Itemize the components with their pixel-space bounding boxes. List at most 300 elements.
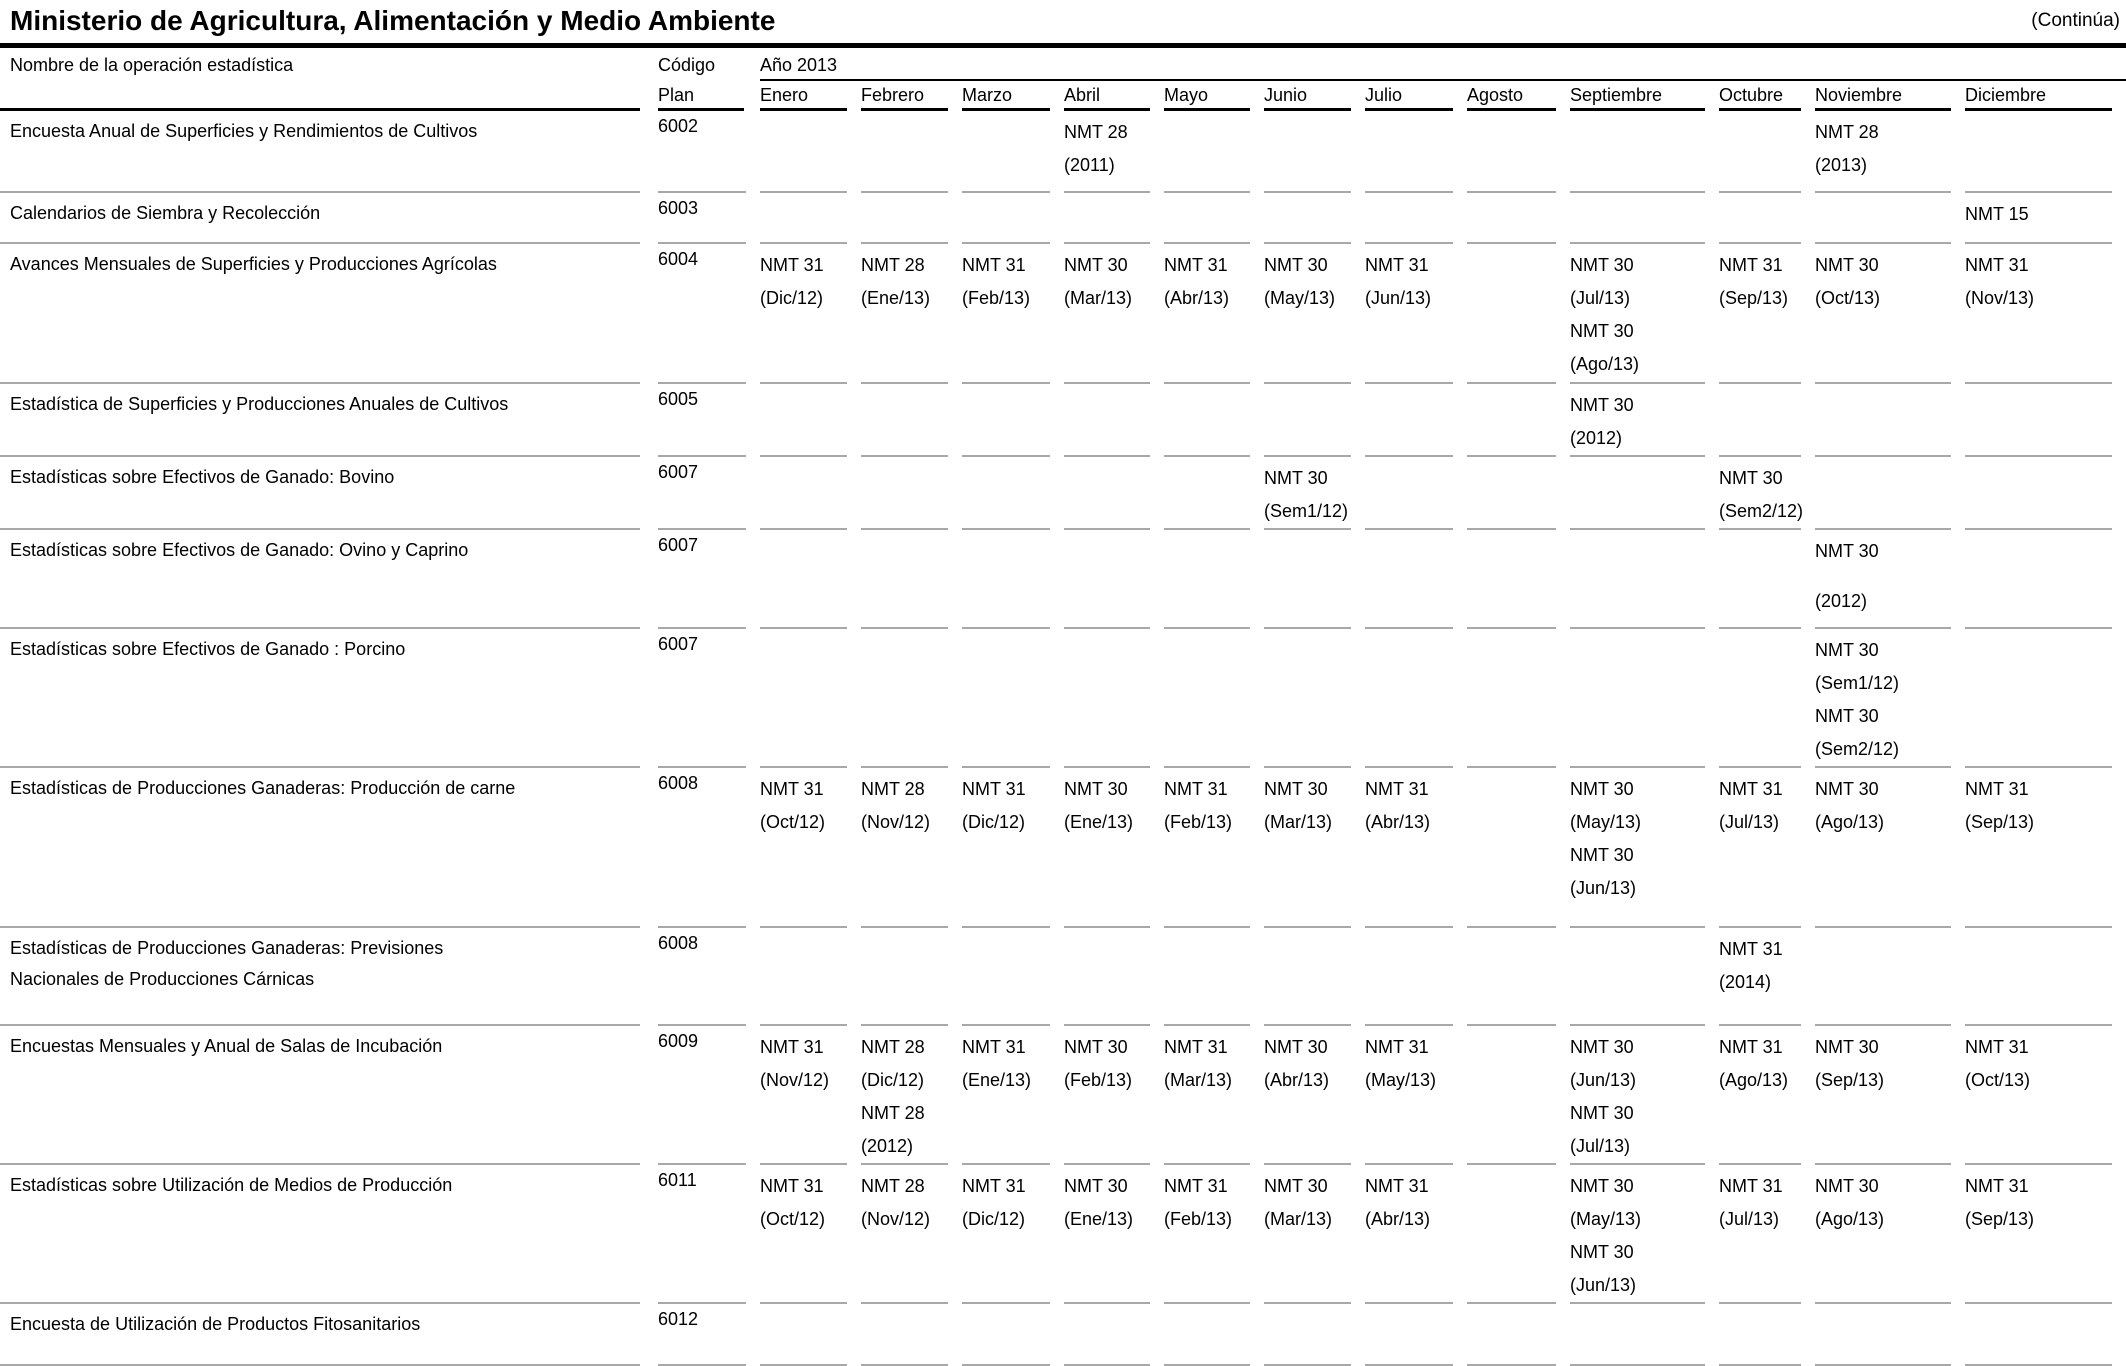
cell-junio <box>1264 1304 1351 1366</box>
cell-octubre <box>1719 629 1801 768</box>
cell-mayo <box>1164 193 1250 244</box>
cell-diciembre <box>1965 768 2112 928</box>
cell-line: NMT 30 <box>1570 1103 1634 1123</box>
cell-line <box>1815 568 1951 585</box>
cell-noviembre <box>1815 1165 1951 1304</box>
table-row <box>0 768 2126 928</box>
cell-line: (Jun/13) <box>1570 878 1637 898</box>
cell-mayo <box>1164 244 1250 384</box>
cell-junio <box>1264 111 1351 193</box>
cell-enero <box>760 629 847 768</box>
month-header-febrero: Febrero <box>861 81 948 111</box>
cell-noviembre <box>1815 244 1951 384</box>
cell-line: NMT 31 <box>1719 939 1783 959</box>
cell-line: NMT 31 <box>1965 1037 2029 1057</box>
cell-enero <box>760 193 847 244</box>
cell-octubre <box>1719 193 1801 244</box>
cell-septiembre <box>1570 111 1705 193</box>
cell-line: (Nov/12) <box>861 1209 931 1229</box>
month-header-julio: Julio <box>1365 81 1453 111</box>
cell-febrero <box>861 768 948 928</box>
cell-diciembre <box>1965 1165 2112 1304</box>
plan-code: 6012 <box>658 1304 746 1366</box>
cell-line: NMT 30 <box>1264 468 1328 488</box>
column-header-codigo: Código <box>658 55 716 75</box>
cell-mayo <box>1164 629 1250 768</box>
cell-abril <box>1064 457 1150 530</box>
cell-agosto <box>1467 384 1556 457</box>
cell-line: NMT 31 <box>760 1176 824 1196</box>
cell-line: (Sep/13) <box>1965 1209 2035 1229</box>
cell-line: (Dic/12) <box>962 812 1026 832</box>
column-header-year: Año 2013 <box>760 48 2126 81</box>
cell-febrero <box>861 928 948 1026</box>
cell-line: (Ene/13) <box>861 288 931 308</box>
cell-line: NMT 31 <box>1365 1176 1429 1196</box>
cell-line: (Feb/13) <box>1064 1070 1133 1090</box>
cell-line: (Jun/13) <box>1365 288 1432 308</box>
cell-febrero <box>861 457 948 530</box>
cell-junio <box>1264 244 1351 384</box>
operation-name: Avances Mensuales de Superficies y Producciones Agrícolas <box>0 244 640 384</box>
table-row <box>0 193 2126 244</box>
table-row <box>0 1304 2126 1366</box>
plan-code: 6011 <box>658 1165 746 1304</box>
cell-mayo <box>1164 1165 1250 1304</box>
cell-septiembre <box>1570 244 1705 384</box>
cell-noviembre <box>1815 530 1951 629</box>
cell-mayo <box>1164 457 1250 530</box>
cell-diciembre <box>1965 530 2112 629</box>
cell-julio <box>1365 111 1453 193</box>
month-header-septiembre: Septiembre <box>1570 81 1705 111</box>
page-title: Ministerio de Agricultura, Alimentación y Medio Ambiente <box>10 5 776 36</box>
plan-code: 6007 <box>658 457 746 530</box>
cell-line: NMT 30 <box>1815 640 1879 660</box>
operation-name: Calendarios de Siembra y Recolección <box>0 193 640 244</box>
cell-septiembre <box>1570 1026 1705 1165</box>
month-header-diciembre: Diciembre <box>1965 81 2112 111</box>
cell-line: (2014) <box>1719 972 1772 992</box>
month-header-marzo: Marzo <box>962 81 1050 111</box>
continuation-note: (Continúa) <box>2031 10 2120 31</box>
cell-febrero <box>861 244 948 384</box>
cell-marzo <box>962 530 1050 629</box>
cell-line: (Feb/13) <box>1164 1209 1233 1229</box>
table-row <box>0 1165 2126 1304</box>
cell-septiembre <box>1570 768 1705 928</box>
cell-line: NMT 30 <box>1064 1037 1128 1057</box>
cell-septiembre <box>1570 629 1705 768</box>
cell-line: (Oct/13) <box>1965 1070 2031 1090</box>
cell-mayo <box>1164 1304 1250 1366</box>
cell-septiembre <box>1570 1304 1705 1366</box>
cell-noviembre <box>1815 193 1951 244</box>
cell-line: NMT 31 <box>962 1176 1026 1196</box>
cell-line: NMT 30 <box>1815 541 1879 561</box>
table-row <box>0 629 2126 768</box>
cell-junio <box>1264 1165 1351 1304</box>
cell-enero <box>760 768 847 928</box>
cell-abril <box>1064 530 1150 629</box>
cell-line: (Oct/13) <box>1815 288 1881 308</box>
cell-mayo <box>1164 1026 1250 1165</box>
cell-julio <box>1365 193 1453 244</box>
cell-line: NMT 31 <box>1365 1037 1429 1057</box>
operation-name: Estadística de Superficies y Producciones Anuales de Cultivos <box>0 384 640 457</box>
cell-line: (Sep/13) <box>1965 812 2035 832</box>
cell-line: (Mar/13) <box>1264 812 1333 832</box>
month-header-junio: Junio <box>1264 81 1351 111</box>
operation-name: Encuesta de Utilización de Productos Fitosanitarios <box>0 1304 640 1366</box>
cell-line: NMT 28 <box>1064 122 1128 142</box>
cell-line: NMT 30 <box>1064 1176 1128 1196</box>
cell-line: (Nov/13) <box>1965 288 2035 308</box>
cell-line: (Ago/13) <box>1815 812 1885 832</box>
cell-line: NMT 31 <box>1164 779 1228 799</box>
cell-line: NMT 28 <box>1815 122 1879 142</box>
cell-line: NMT 30 <box>1815 1037 1879 1057</box>
cell-line: (Sem2/12) <box>1815 739 1900 759</box>
cell-line: NMT 30 <box>1570 779 1634 799</box>
cell-septiembre <box>1570 457 1705 530</box>
cell-octubre <box>1719 768 1801 928</box>
cell-enero <box>760 1026 847 1165</box>
cell-junio <box>1264 384 1351 457</box>
cell-junio <box>1264 1026 1351 1165</box>
cell-junio <box>1264 928 1351 1026</box>
column-header-plan: Plan <box>658 81 744 111</box>
cell-octubre <box>1719 1165 1801 1304</box>
cell-octubre <box>1719 457 1804 530</box>
cell-line: NMT 30 <box>1570 1242 1634 1262</box>
cell-line: NMT 28 <box>861 1037 925 1057</box>
cell-line: (Dic/12) <box>861 1070 925 1090</box>
cell-marzo <box>962 629 1050 768</box>
cell-line: NMT 31 <box>1719 255 1783 275</box>
cell-noviembre <box>1815 629 1951 768</box>
cell-agosto <box>1467 928 1556 1026</box>
table-header <box>0 48 2126 111</box>
cell-line: (2012) <box>861 1136 914 1156</box>
cell-noviembre <box>1815 457 1951 530</box>
cell-agosto <box>1467 530 1556 629</box>
cell-line: NMT 30 <box>1570 255 1634 275</box>
cell-line: NMT 30 <box>1264 255 1328 275</box>
cell-line: (Sep/13) <box>1719 288 1789 308</box>
table-row <box>0 244 2126 384</box>
cell-line: NMT 31 <box>1164 1176 1228 1196</box>
cell-line: NMT 30 <box>1570 845 1634 865</box>
operation-name: Encuesta Anual de Superficies y Rendimientos de Cultivos <box>0 111 640 193</box>
cell-enero <box>760 111 847 193</box>
month-header-agosto: Agosto <box>1467 81 1556 111</box>
document-header <box>0 0 2126 48</box>
cell-line: NMT 28 <box>861 255 925 275</box>
operation-name: Estadísticas sobre Utilización de Medios de Producción <box>0 1165 640 1304</box>
cell-line: (Jun/13) <box>1570 1275 1637 1295</box>
month-header-abril: Abril <box>1064 81 1150 111</box>
cell-line: NMT 30 <box>1570 1037 1634 1057</box>
cell-line: (Feb/13) <box>1164 812 1233 832</box>
cell-agosto <box>1467 111 1556 193</box>
cell-line: NMT 30 <box>1719 468 1783 488</box>
cell-line: (Dic/12) <box>962 1209 1026 1229</box>
cell-marzo <box>962 1165 1050 1304</box>
column-header-operation-name: Nombre de la operación estadística <box>0 48 640 111</box>
cell-julio <box>1365 457 1453 530</box>
month-header-mayo: Mayo <box>1164 81 1250 111</box>
cell-mayo <box>1164 530 1250 629</box>
cell-line: NMT 31 <box>962 779 1026 799</box>
cell-line: NMT 31 <box>1965 1176 2029 1196</box>
cell-line: NMT 30 <box>1264 779 1328 799</box>
cell-line: NMT 31 <box>1965 779 2029 799</box>
cell-noviembre <box>1815 768 1951 928</box>
cell-line: (Ene/13) <box>1064 812 1134 832</box>
table-row <box>0 111 2126 193</box>
cell-agosto <box>1467 629 1556 768</box>
cell-line: (May/13) <box>1264 288 1336 308</box>
cell-line: NMT 30 <box>1064 779 1128 799</box>
cell-noviembre <box>1815 1304 1951 1366</box>
cell-diciembre <box>1965 457 2112 530</box>
cell-julio <box>1365 1165 1453 1304</box>
cell-abril <box>1064 1304 1150 1366</box>
table-row <box>0 928 2126 1026</box>
cell-line: NMT 30 <box>1064 255 1128 275</box>
cell-line: NMT 31 <box>1365 255 1429 275</box>
cell-line: NMT 30 <box>1264 1037 1328 1057</box>
cell-line: (Sem1/12) <box>1264 501 1349 521</box>
cell-octubre <box>1719 928 1801 1026</box>
cell-line: NMT 31 <box>760 255 824 275</box>
cell-line: (Nov/12) <box>760 1070 830 1090</box>
cell-line: NMT 28 <box>861 1176 925 1196</box>
cell-enero <box>760 530 847 629</box>
cell-julio <box>1365 768 1453 928</box>
cell-line: (Jul/13) <box>1719 812 1780 832</box>
cell-line: (2011) <box>1064 155 1115 175</box>
cell-marzo <box>962 768 1050 928</box>
table-row <box>0 457 2126 530</box>
cell-octubre <box>1719 1026 1801 1165</box>
cell-febrero <box>861 1026 948 1165</box>
cell-line: (Abr/13) <box>1264 1070 1330 1090</box>
cell-line: (Abr/13) <box>1164 288 1230 308</box>
cell-line: (Ago/13) <box>1815 1209 1885 1229</box>
cell-line: (2012) <box>1815 591 1868 611</box>
month-header-enero: Enero <box>760 81 847 111</box>
cell-agosto <box>1467 244 1556 384</box>
cell-line: NMT 31 <box>760 779 824 799</box>
cell-julio <box>1365 384 1453 457</box>
cell-line: (Ago/13) <box>1719 1070 1789 1090</box>
cell-julio <box>1365 1304 1453 1366</box>
cell-line: NMT 31 <box>1164 1037 1228 1057</box>
cell-line: (Sem2/12) <box>1719 501 1804 521</box>
cell-octubre <box>1719 1304 1801 1366</box>
plan-code: 6004 <box>658 244 746 384</box>
cell-junio <box>1264 457 1351 530</box>
cell-line: (Oct/12) <box>760 1209 826 1229</box>
cell-febrero <box>861 193 948 244</box>
operation-name: Estadísticas de Producciones Ganaderas: Previsiones Nacionales de Producciones Cárnicas <box>0 928 640 1026</box>
month-header-noviembre: Noviembre <box>1815 81 1951 111</box>
cell-line: (May/13) <box>1365 1070 1437 1090</box>
cell-enero <box>760 244 847 384</box>
cell-marzo <box>962 1026 1050 1165</box>
cell-octubre <box>1719 111 1801 193</box>
plan-code: 6009 <box>658 1026 746 1165</box>
cell-line: NMT 31 <box>962 255 1026 275</box>
cell-septiembre <box>1570 1165 1705 1304</box>
cell-line: (May/13) <box>1570 812 1642 832</box>
cell-marzo <box>962 1304 1050 1366</box>
cell-marzo <box>962 193 1050 244</box>
cell-febrero <box>861 530 948 629</box>
plan-code: 6002 <box>658 111 746 193</box>
cell-diciembre <box>1965 244 2112 384</box>
operation-name: Encuestas Mensuales y Anual de Salas de Incubación <box>0 1026 640 1165</box>
cell-julio <box>1365 629 1453 768</box>
cell-marzo <box>962 384 1050 457</box>
cell-abril <box>1064 384 1150 457</box>
cell-line: NMT 31 <box>1719 1037 1783 1057</box>
plan-code: 6003 <box>658 193 746 244</box>
cell-line: NMT 15 <box>1965 204 2029 224</box>
cell-enero <box>760 457 847 530</box>
plan-code: 6005 <box>658 384 746 457</box>
cell-noviembre <box>1815 928 1951 1026</box>
cell-line: (Mar/13) <box>1164 1070 1233 1090</box>
plan-code: 6008 <box>658 768 746 928</box>
cell-line: NMT 30 <box>1815 706 1879 726</box>
cell-line: NMT 31 <box>1365 779 1429 799</box>
cell-diciembre <box>1965 384 2112 457</box>
cell-line: (Oct/12) <box>760 812 826 832</box>
cell-julio <box>1365 928 1453 1026</box>
cell-line: NMT 31 <box>1719 779 1783 799</box>
table-rows <box>0 111 2126 1366</box>
cell-line: (2013) <box>1815 155 1868 175</box>
plan-code: 6007 <box>658 629 746 768</box>
cell-febrero <box>861 1165 948 1304</box>
cell-septiembre <box>1570 193 1705 244</box>
cell-line: (Abr/13) <box>1365 812 1431 832</box>
month-header-octubre: Octubre <box>1719 81 1801 111</box>
cell-junio <box>1264 768 1351 928</box>
cell-marzo <box>962 928 1050 1026</box>
cell-line: NMT 30 <box>1815 255 1879 275</box>
table-row <box>0 384 2126 457</box>
cell-line: (Abr/13) <box>1365 1209 1431 1229</box>
cell-noviembre <box>1815 111 1951 193</box>
cell-line: (Sep/13) <box>1815 1070 1885 1090</box>
cell-junio <box>1264 193 1351 244</box>
cell-agosto <box>1467 457 1556 530</box>
cell-noviembre <box>1815 384 1951 457</box>
cell-marzo <box>962 457 1050 530</box>
cell-line: (Jul/13) <box>1719 1209 1780 1229</box>
cell-enero <box>760 384 847 457</box>
cell-agosto <box>1467 768 1556 928</box>
cell-line: (Jun/13) <box>1570 1070 1637 1090</box>
cell-abril <box>1064 111 1150 193</box>
cell-line: (Feb/13) <box>962 288 1031 308</box>
cell-octubre <box>1719 244 1801 384</box>
cell-line: NMT 31 <box>760 1037 824 1057</box>
cell-septiembre <box>1570 530 1705 629</box>
cell-line: NMT 31 <box>1164 255 1228 275</box>
cell-julio <box>1365 1026 1453 1165</box>
cell-mayo <box>1164 111 1250 193</box>
cell-line: (Mar/13) <box>1264 1209 1333 1229</box>
cell-octubre <box>1719 384 1801 457</box>
cell-noviembre <box>1815 1026 1951 1165</box>
cell-line: (Ene/13) <box>1064 1209 1134 1229</box>
cell-abril <box>1064 1165 1150 1304</box>
cell-abril <box>1064 193 1150 244</box>
cell-line: (May/13) <box>1570 1209 1642 1229</box>
table-row <box>0 530 2126 629</box>
cell-diciembre <box>1965 111 2112 193</box>
cell-enero <box>760 1304 847 1366</box>
cell-diciembre <box>1965 1304 2112 1366</box>
cell-abril <box>1064 1026 1150 1165</box>
cell-septiembre <box>1570 928 1705 1026</box>
cell-agosto <box>1467 193 1556 244</box>
operation-name: Estadísticas sobre Efectivos de Ganado: Ovino y Caprino <box>0 530 640 629</box>
cell-line: (Ene/13) <box>962 1070 1032 1090</box>
cell-julio <box>1365 244 1453 384</box>
cell-line: NMT 31 <box>962 1037 1026 1057</box>
cell-marzo <box>962 111 1050 193</box>
cell-septiembre <box>1570 384 1705 457</box>
plan-code: 6007 <box>658 530 746 629</box>
cell-junio <box>1264 530 1351 629</box>
cell-diciembre <box>1965 928 2112 1026</box>
cell-enero <box>760 1165 847 1304</box>
cell-febrero <box>861 629 948 768</box>
cell-febrero <box>861 1304 948 1366</box>
cell-line: (Jul/13) <box>1570 288 1631 308</box>
cell-line: NMT 30 <box>1815 1176 1879 1196</box>
cell-junio <box>1264 629 1351 768</box>
cell-diciembre <box>1965 1026 2112 1165</box>
cell-line: (Ago/13) <box>1570 354 1640 374</box>
cell-line: NMT 30 <box>1264 1176 1328 1196</box>
cell-line: (Jul/13) <box>1570 1136 1631 1156</box>
cell-line: (Mar/13) <box>1064 288 1133 308</box>
cell-marzo <box>962 244 1050 384</box>
cell-enero <box>760 928 847 1026</box>
cell-line: NMT 30 <box>1815 779 1879 799</box>
cell-line: NMT 28 <box>861 1103 925 1123</box>
cell-line: NMT 31 <box>1965 255 2029 275</box>
cell-octubre <box>1719 530 1801 629</box>
cell-febrero <box>861 384 948 457</box>
cell-line: NMT 30 <box>1570 395 1634 415</box>
cell-agosto <box>1467 1304 1556 1366</box>
cell-abril <box>1064 244 1150 384</box>
cell-febrero <box>861 111 948 193</box>
plan-code: 6008 <box>658 928 746 1026</box>
operation-name: Estadísticas sobre Efectivos de Ganado : Porcino <box>0 629 640 768</box>
cell-line: (Nov/12) <box>861 812 931 832</box>
cell-line: (Sem1/12) <box>1815 673 1900 693</box>
cell-line: NMT 28 <box>861 779 925 799</box>
